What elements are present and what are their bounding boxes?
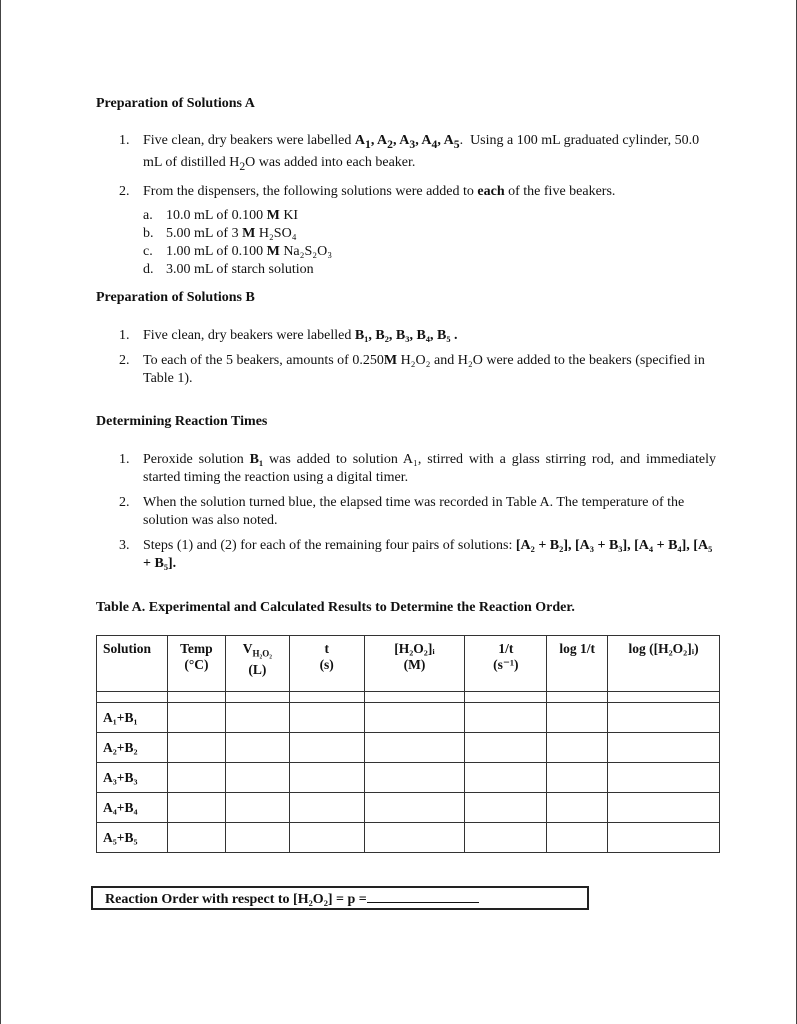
section-c-step-2: 2. When the solution turned blue, the elapsed time was recorded in Table A. The temperature of the solution was also noted. [119,495,685,528]
header-log-concentration: log ([H₂O₂]ᵢ) [608,636,720,692]
section-b-step-2: 2. To each of the 5 beakers, amounts of 0.250M H₂O₂ and H₂O were added to the beakers (specified in Table 1). [119,353,705,386]
results-table [96,635,720,853]
reagent-item: d. 3.00 mL of starch solution [143,261,314,277]
section-c-step-1: 1. Peroxide solution B₁ was added to solution A₁, stirred with a glass stirring rod, and immediately started timing the reaction using a digital timer. [119,452,717,485]
section-a-title: Preparation of Solutions A [96,96,255,111]
section-b-title: Preparation of Solutions B [96,290,255,305]
header-inverse-time: 1/t (s⁻¹) [465,636,547,692]
reagent-item: c. 1.00 mL of 0.100 M Na₂S₂O₃ [143,243,333,259]
section-c-steps [96,451,716,580]
reagent-item: b. 5.00 mL of 3 M H₂SO₄ [143,225,297,241]
reaction-order-blank[interactable] [367,888,479,903]
section-a-step-2: 2. From the dispensers, the following solutions were added to each of the five beakers. a. 10.0 mL of 0.100 M KI b. 5.00 mL of 3 M H₂SO₄ c. 1.00 mL of 0.100 M Na₂S₂O₃ d. 3.00 mL of starch solution [96,183,716,279]
table-caption: Table A. Experimental and Calculated Results to Determine the Reaction Order. [96,600,575,615]
reagent-list [143,207,716,279]
header-solution: Solution [97,636,168,692]
header-log-inverse-time: log 1/t [547,636,608,692]
table-row: A₅+B₅ [97,823,720,853]
table-row: A₄+B₄ [97,793,720,823]
section-b-step-1: 1. Five clean, dry beakers were labelled B₁, B₂, B₃, B₄, B₅ . [119,328,458,343]
section-b-steps [96,327,716,395]
table-row: A₂+B₂ [97,733,720,763]
header-concentration: [H₂O₂]ᵢ (M) [364,636,465,692]
table-header-row [97,636,720,692]
table-row: A₁+B₁ [97,703,720,733]
table-spacer-row [97,692,720,703]
section-a-steps [96,132,716,286]
reagent-item: a. 10.0 mL of 0.100 M KI [143,207,299,223]
beaker-labels-a: $A_1$, $A_2$, $A_3$, $A_4$, $A_5$ [354,133,460,151]
section-a-step-1: 1. Five clean, dry beakers were labelled $A_1$, $A_2$, $A_3$, $A_4$, $A_5$. Using a 100 mL graduated cylinder, 50.0 mL of distilled $H_2O$ was added into each beaker. [119,133,700,173]
header-temp: Temp (°C) [167,636,225,692]
header-time: t (s) [289,636,364,692]
section-c-step-3: 3. Steps (1) and (2) for each of the remaining four pairs of solutions: [A₂ + B₂], [A₃ + B₃], [A₄ + B₄], [A₅ + B₅]. [119,538,713,571]
table-row: A₃+B₃ [97,763,720,793]
reaction-order-box: Reaction Order with respect to [H₂O₂] = p = [91,886,589,910]
header-volume: $V_{H_2O_2}$ (L) [225,636,289,692]
section-c-title: Determining Reaction Times [96,414,268,429]
